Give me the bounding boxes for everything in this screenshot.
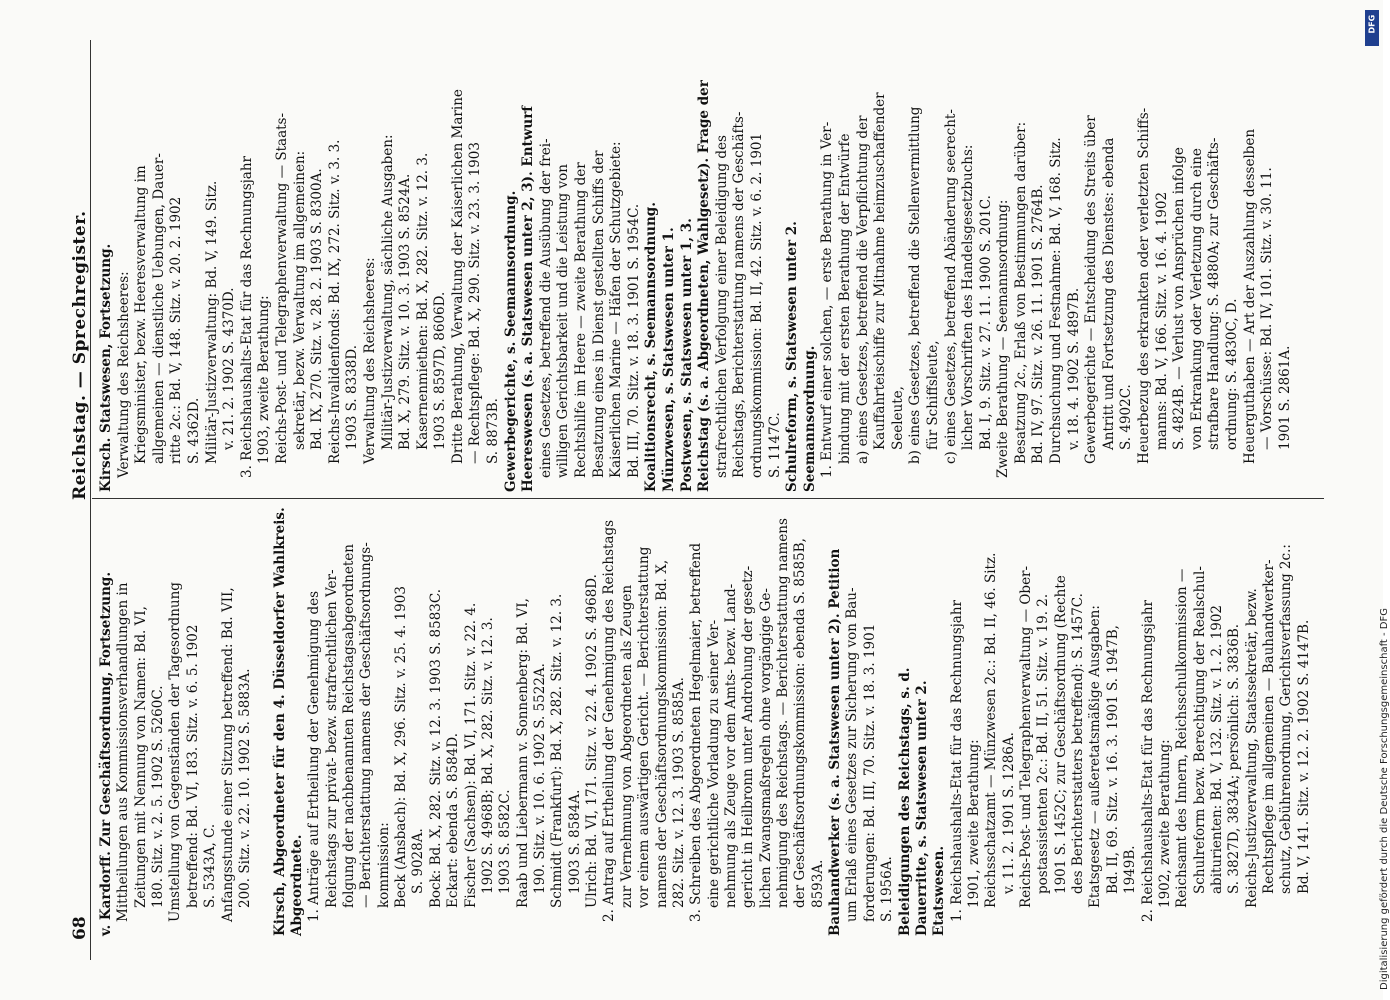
entry-line: 1. Entwurf einer solchen, — erste Berathung in Ver-: [819, 121, 836, 478]
entry-line: manns: Bd. V, 166. Sitz. v. 16. 4. 1902: [1153, 191, 1170, 450]
entry-line: Kasernenmiethen: Bd. X, 282. Sitz. v. 12. 3.: [414, 152, 431, 450]
entry-line: 2. Antrag auf Ertheilung der Genehmigung des Reichstags: [601, 519, 618, 922]
entry-line: Rechtshilfe im Heere — zweite Berathung der: [573, 162, 590, 478]
entry-line: v. 18. 4. 1902 S. 4897B.: [1065, 287, 1082, 450]
entry-line: Kirsch. Statswesen, Fortsetzung.: [98, 243, 114, 492]
dfg-notice-text: Digitalisierung gefördert durch die Deutsche Forschungsgemeinschaft - DFG: [1379, 607, 1390, 990]
entry-line: v. Kardorff. Zur Geschäftsordnung, Fortsetzung.: [98, 571, 114, 936]
entry-line: namens der Geschäftsordnungskommission: Bd. X,: [653, 559, 670, 908]
entry-line: nehmigung des Reichstags. — Berichterstattung namens: [775, 518, 792, 908]
entry-line: gericht in Heilbronn unter Androhung der gesetz-: [740, 565, 757, 908]
entry-line: 282. Sitz. v. 12. 3. 1903 S. 8585A.: [670, 677, 687, 908]
entry-line: Abgeordnete.: [288, 834, 305, 936]
entry-line: Reichstags zur privat- bezw. strafrechtlichen Ver-: [323, 569, 340, 908]
entry-line: 1903, zweite Berathung:: [256, 295, 273, 464]
entry-line: Beck (Ansbach): Bd. X, 296. Sitz. v. 25. 4. 1903: [393, 586, 410, 908]
entry-line: Etatsgesetz — außeretatsmäßige Ausgaben:: [1087, 605, 1104, 908]
entry-line: ordnungskommission: Bd. II, 42. Sitz. v. 6. 2. 1901: [748, 132, 765, 478]
entry-line: 200. Sitz. v. 22. 10. 1902 S. 5883A.: [236, 668, 253, 908]
entry-line: 3. Reichshaushalts-Etat für das Rechnungsjahr: [238, 155, 255, 478]
entry-line: S. 4362D.: [185, 397, 202, 464]
entry-line: Schulreform bezw. Berechtigung der Realschul-: [1191, 566, 1208, 894]
entry-line: bindung mit der ersten Berathung der Entwürfe: [836, 133, 853, 464]
entry-line: Kirsch, Abgeordneter für den 4. Düsseldorfer Wahlkreis.: [271, 507, 288, 936]
entry-line: Militär-Justizverwaltung: Bd. V, 149. Sitz.: [203, 180, 220, 464]
entry-line: Umstellung von Gegenständen der Tagesordnung: [167, 582, 184, 922]
entry-line: 1903 S. 8584A.: [566, 789, 583, 894]
entry-line: Schmidt (Frankfurt): Bd. X, 282. Sitz. v. 12. 3.: [549, 593, 566, 908]
entry-line: Verwaltung des Reichsheeres:: [361, 257, 378, 464]
entry-line: — Rechtspflege: Bd. X, 290. Sitz. v. 23. 3. 1903: [467, 142, 484, 464]
entry-line: Eckart: ebenda S. 8584D.: [445, 733, 462, 908]
entry-line: Heuerbezug des erkrankten oder verletzten Schiffs-: [1136, 107, 1153, 464]
entry-line: 1901, zweite Berathung:: [965, 739, 982, 908]
entry-line: b) eines Gesetzes, betreffend die Stellenvermittlung: [907, 106, 924, 464]
entry-line: Bock: Bd. X, 282. Sitz. v. 12. 3. 1903 S. 8583C.: [427, 588, 444, 908]
entry-line: willigen Gerichtsbarkeit und die Leistung von: [555, 164, 572, 478]
entry-line: Bd. III, 70. Sitz. v. 18. 3. 1901 S. 1954C.: [625, 203, 642, 478]
entry-line: 1. Reichshaushalts-Etat für das Rechnungsjahr: [948, 599, 965, 922]
entry-line: S. 3827D, 3834A; persönlich: S. 3836B.: [1226, 623, 1243, 894]
entry-line: Beleidigungen des Reichstags, s. d.: [896, 667, 913, 936]
column-divider: [92, 498, 1324, 499]
dfg-notice: [1365, 10, 1390, 990]
entry-line: zur Vernehmung von Abgeordneten als Zeugen: [618, 584, 635, 908]
entry-line: [254, 504, 271, 936]
entry-line: Militär-Justizverwaltung, sächliche Ausgaben:: [379, 134, 396, 450]
entry-line: Bd. IV, 97. Sitz. v. 26. 11. 1901 S. 2764B.: [1030, 184, 1047, 464]
entry-line: S. 1147C.: [766, 412, 783, 478]
entry-line: — Vorschüsse: Bd. IV, 101. Sitz. v. 30. 11.: [1259, 167, 1276, 450]
entry-line: für Schiffsleute,: [924, 340, 941, 450]
entry-line: Bd. IX, 270. Sitz. v. 28. 2. 1903 S. 8300A.: [309, 168, 326, 450]
entry-line: sekretär, bezw. Verwaltung im allgemeinen:: [291, 150, 308, 450]
entry-line: 1901 S. 2861A.: [1276, 345, 1293, 450]
entry-line: Dauerritte, s. Statswesen unter 2.: [913, 680, 930, 936]
entry-line: eines Gesetzes, betreffend die Ausübung der frei-: [537, 138, 554, 478]
entry-line: der Geschäftsordnungskommission: ebenda S. 8585B,: [792, 538, 809, 908]
entry-line: Reichs-Post- und Telegraphenverwaltung — Ober-: [1018, 565, 1035, 908]
entry-line: Münzwesen, s. Statswesen unter 1.: [661, 227, 677, 492]
entry-line: Rechtspflege im allgemeinen — Bauhandwerker-: [1261, 559, 1278, 894]
entry-line: 180. Sitz. v. 2. 5. 1902 S. 5260C.: [150, 685, 167, 908]
entry-line: 1949B.: [1122, 845, 1139, 894]
entry-line: S. 1956A.: [879, 856, 896, 922]
entry-line: v. 21. 2. 1902 S. 4370D.: [221, 287, 238, 450]
entry-line: Etatswesen.: [931, 845, 948, 936]
entry-line: ritte 2c.: Bd. V, 148. Sitz. v. 20. 2. 1902: [168, 196, 185, 464]
entry-line: abiturienten: Bd. V, 132. Sitz. v. 1. 2. 1902: [1209, 605, 1225, 894]
entry-line: Fischer (Sachsen): Bd. VI, 171. Sitz. v. 22. 4.: [462, 602, 479, 908]
entry-line: S. 5343A, C.: [202, 823, 219, 908]
entry-line: Dritte Berathung, Verwaltung der Kaiserlichen Marine: [449, 89, 466, 464]
entry-line: Bd. I, 9. Sitz. v. 27. 11. 1900 S. 201C.: [977, 195, 994, 450]
entry-line: Zeitungen mit Nennung von Namen: Bd. VI,: [132, 606, 149, 908]
entry-line: nehmung als Zeuge vor dem Amts- bezw. Land-: [722, 583, 739, 908]
entry-line: Kriegsminister, bezw. Heeresverwaltung im: [133, 165, 150, 464]
entry-line: Bd. V, 141. Sitz. v. 12. 2. 1902 S. 4147B.: [1295, 619, 1312, 894]
entry-line: Ulrich: Bd. VI, 171. Sitz. v. 22. 4. 1902 S. 4968D.: [584, 574, 601, 908]
entry-line: Zweite Berathung — Seemannsordnung:: [995, 199, 1012, 478]
entry-line: S. 8873B.: [485, 398, 502, 464]
entry-line: Bd. X, 279. Sitz. v. 10. 3. 1903 S. 8524A.: [397, 173, 414, 450]
entry-line: ordnung: S. 4830C, D.: [1224, 298, 1240, 450]
entry-line: 3. Schreiben des Abgeordneten Hegelmaier, betreffend: [688, 542, 705, 922]
entry-line: Bd. II, 69. Sitz. v. 16. 3. 1901 S. 1947B,: [1104, 625, 1121, 894]
entry-line: v. 11. 2. 1901 S. 1286A.: [1000, 732, 1017, 894]
entry-line: lichen Zwangsmaßregeln ohne vorgängige Ge-: [757, 588, 774, 908]
entry-line: Schulreform, s. Statswesen unter 2.: [784, 221, 801, 492]
entry-line: forderungen: Bd. III, 70. Sitz. v. 18. 3. 1901: [861, 623, 878, 922]
entry-line: 190. Sitz. v. 10. 6. 1902 S. 5522A.: [531, 663, 548, 894]
entry-line: allgemeinen — dienstliche Uebungen, Dauer-: [150, 153, 167, 464]
entry-line: Reichstag (s. a. Abgeordneten, Wahlgesetz). Frage der: [696, 80, 713, 492]
entry-line: 1902 S. 4968B; Bd. X, 282. Sitz. v. 12. 3.: [479, 617, 496, 894]
entry-line: kommission:: [375, 822, 392, 908]
entry-line: um Erlaß eines Gesetzes zur Sicherung von Bau-: [844, 587, 861, 922]
entry-line: eine gerichtliche Vorladung zu seiner Ver-: [705, 619, 722, 908]
entry-line: Bauhandwerker (s. a. Statswesen unter 2). Petition: [827, 548, 844, 936]
entry-line: Reichsschatzamt — Münzwesen 2c.: Bd. II, 46. Sitz.: [983, 552, 1000, 908]
entry-line: Besatzung eines in Dienst gestellten Schiffs der: [590, 150, 607, 478]
entry-line: 1902, zweite Berathung:: [1156, 739, 1173, 908]
entry-line: — Berichterstattung namens der Geschäftsordnungs-: [358, 542, 375, 908]
entry-line: von Erkrankung oder Verletzung durch eine: [1188, 148, 1205, 450]
entry-line: 8593A.: [809, 859, 826, 908]
entry-line: Heuerguthaben — Art der Auszahlung desselben: [1241, 128, 1258, 464]
entry-line: Mittheilungen aus Kommissionsverhandlungen in: [115, 582, 132, 922]
entry-line: schutz, Gebührenordnung, Gerichtsverfassung 2c.:: [1278, 544, 1295, 894]
entry-line: c) eines Gesetzes, betreffend Abänderung seerecht-: [942, 109, 959, 464]
entry-line: postassistenten 2c.: Bd. II, 51. Sitz. v. 19. 2.: [1035, 593, 1052, 894]
running-title: Reichstag. — Sprechregister.: [70, 210, 90, 500]
entry-line: Heereswesen (s. a. Statswesen unter 2, 3). Entwurf: [520, 105, 537, 492]
entry-line: Reichsamt des Innern, Reichsschulkommission —: [1174, 568, 1191, 908]
column-right: [98, 52, 1318, 492]
entry-line: Seemannsordnung.: [801, 345, 818, 492]
page-number: 68: [70, 916, 90, 940]
entry-line: 2. Reichshaushalts-Etat für das Rechnungsjahr: [1139, 599, 1156, 922]
entry-line: Reichs-Invalidenfonds: Bd. IX, 272. Sitz. v. 3. 3.: [326, 139, 343, 464]
entry-line: 1901 S. 1452C; zur Geschäftsordnung (Rechte: [1052, 575, 1069, 894]
entry-line: licher Vorschriften des Handelsgesetzbuchs:: [960, 144, 977, 450]
entry-line: betreffend: Bd. VI, 183. Sitz. v. 6. 5. 1902: [184, 624, 201, 908]
entry-line: Durchsuchung und Festnahme: Bd. V, 168. Sitz.: [1048, 137, 1065, 464]
entry-line: strafbare Handlung: S. 4880A; zur Geschäfts-: [1206, 137, 1223, 450]
entry-line: S. 4824B. — Verlust von Ansprüchen infolge: [1171, 147, 1188, 450]
entry-line: Gewerbegerichte — Entscheidung des Streits über: [1083, 115, 1100, 464]
entry-line: 1. Anträge auf Ertheilung der Genehmigung des: [306, 590, 323, 922]
entry-line: Seeleute,: [889, 386, 906, 450]
entry-line: 1903 S. 8338D.: [344, 345, 361, 450]
entry-line: Postwesen, s. Statswesen unter 1, 3.: [678, 218, 695, 492]
entry-line: 1903 S. 8597D, 8606D.: [432, 291, 449, 450]
entry-line: strafrechtlichen Verfolgung einer Beleidigung des: [713, 135, 730, 478]
entry-line: S. 4902C.: [1118, 384, 1135, 450]
column-left: [98, 504, 1312, 936]
entry-line: S. 9028A.: [410, 828, 427, 894]
dfg-logo: DFG: [1365, 10, 1379, 46]
entry-line: Raab und Liebermann v. Sonnenberg: Bd. VI,: [514, 598, 531, 908]
entry-line: a) eines Gesetzes, betreffend die Verpflichtung der: [854, 115, 871, 464]
entry-line: Antritt und Fortsetzung des Dienstes: ebenda: [1100, 137, 1117, 450]
entry-line: Kaiserlichen Marine — Häfen der Schutzgebiete:: [608, 141, 625, 478]
entry-line: Besatzung 2c., Erlaß von Bestimmungen darüber:: [1012, 121, 1029, 464]
entry-line: 1903 S. 8582C.: [497, 789, 514, 894]
entry-line: vor einem auswärtigen Gericht. — Berichterstattung: [636, 546, 653, 908]
entry-line: Anfangsstunde einer Sitzung betreffend: Bd. VII,: [219, 587, 236, 922]
entry-line: Reichstags, Berichterstattung namens der Geschäfts-: [731, 111, 748, 478]
entry-line: folgung der nachbenannten Reichstagsabgeordneten: [341, 544, 358, 908]
entry-line: Reichs-Post- und Telegraphenverwaltung — Staats-: [273, 112, 290, 464]
entry-line: Verwaltung des Reichsheeres:: [115, 271, 132, 478]
entry-line: Koalitionsrecht, s. Seemannsordnung.: [643, 202, 660, 492]
entry-line: Kauffahrteischiffe zur Mitnahme heimzuschaffender: [872, 92, 889, 450]
entry-line: des Berichterstatters betreffend): S. 1457C.: [1070, 593, 1087, 894]
entry-line: Reichs-Justizverwaltung, Staatssekretär, bezw.: [1243, 588, 1260, 908]
entry-line: Gewerbegerichte, s. Seemannsordnung.: [502, 190, 519, 492]
